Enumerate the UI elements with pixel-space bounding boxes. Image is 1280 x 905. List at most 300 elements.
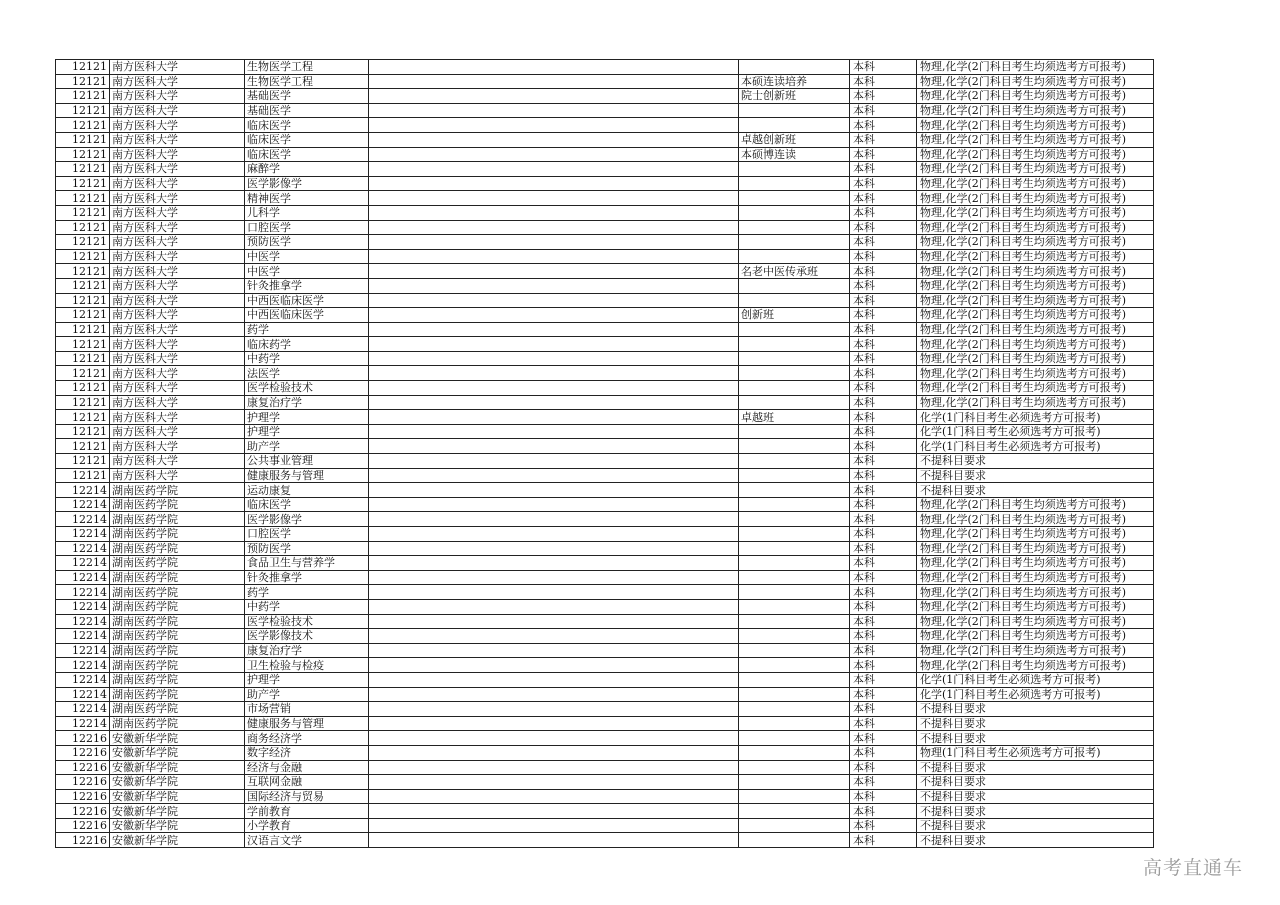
- subject-requirement-cell: 物理,化学(2门科目考生均须选考方可报考): [917, 118, 1154, 133]
- school-code-cell: 12121: [56, 162, 110, 177]
- program-type-cell: [739, 599, 850, 614]
- table-row: [56, 570, 1154, 585]
- school-code-cell: 12214: [56, 716, 110, 731]
- school-code-cell: 12121: [56, 468, 110, 483]
- table-row: [56, 191, 1154, 206]
- school-code-cell: 12121: [56, 220, 110, 235]
- school-code-cell: 12121: [56, 395, 110, 410]
- subject-requirement-cell: 物理,化学(2门科目考生均须选考方可报考): [917, 176, 1154, 191]
- level-cell: 本科: [850, 570, 917, 585]
- program-type-cell: [739, 249, 850, 264]
- table-row: [56, 264, 1154, 279]
- program-type-cell: [739, 322, 850, 337]
- school-name-cell: 南方医科大学: [110, 424, 245, 439]
- subject-requirement-cell: 物理,化学(2门科目考生均须选考方可报考): [917, 147, 1154, 162]
- level-cell: 本科: [850, 89, 917, 104]
- program-type-cell: 本硕连读培养: [739, 74, 850, 89]
- notes-cell: [369, 249, 739, 264]
- school-code-cell: 12214: [56, 614, 110, 629]
- major-name-cell: 临床医学: [245, 118, 369, 133]
- table-row: [56, 556, 1154, 571]
- table-row: [56, 775, 1154, 790]
- major-name-cell: 汉语言文学: [245, 833, 369, 848]
- level-cell: 本科: [850, 278, 917, 293]
- major-name-cell: 公共事业管理: [245, 454, 369, 469]
- notes-cell: [369, 731, 739, 746]
- level-cell: 本科: [850, 687, 917, 702]
- level-cell: 本科: [850, 541, 917, 556]
- table-row: [56, 162, 1154, 177]
- level-cell: 本科: [850, 176, 917, 191]
- major-name-cell: 经济与金融: [245, 760, 369, 775]
- notes-cell: [369, 745, 739, 760]
- subject-requirement-cell: 化学(1门科目考生必须选考方可报考): [917, 439, 1154, 454]
- notes-cell: [369, 366, 739, 381]
- level-cell: 本科: [850, 381, 917, 396]
- level-cell: 本科: [850, 147, 917, 162]
- table-row: [56, 74, 1154, 89]
- program-type-cell: 本硕博连读: [739, 147, 850, 162]
- program-type-cell: [739, 614, 850, 629]
- school-code-cell: 12121: [56, 454, 110, 469]
- level-cell: 本科: [850, 322, 917, 337]
- program-type-cell: [739, 381, 850, 396]
- school-code-cell: 12121: [56, 366, 110, 381]
- school-code-cell: 12121: [56, 410, 110, 425]
- major-name-cell: 口腔医学: [245, 527, 369, 542]
- level-cell: 本科: [850, 308, 917, 323]
- school-name-cell: 南方医科大学: [110, 235, 245, 250]
- school-name-cell: 南方医科大学: [110, 132, 245, 147]
- school-code-cell: 12214: [56, 497, 110, 512]
- table-row: [56, 804, 1154, 819]
- school-name-cell: 湖南医药学院: [110, 702, 245, 717]
- program-type-cell: [739, 672, 850, 687]
- level-cell: 本科: [850, 366, 917, 381]
- school-name-cell: 南方医科大学: [110, 220, 245, 235]
- program-type-cell: [739, 702, 850, 717]
- table-row: [56, 731, 1154, 746]
- notes-cell: [369, 176, 739, 191]
- table-row: [56, 410, 1154, 425]
- level-cell: 本科: [850, 468, 917, 483]
- school-code-cell: 12216: [56, 760, 110, 775]
- school-name-cell: 安徽新华学院: [110, 775, 245, 790]
- table-row: [56, 89, 1154, 104]
- school-code-cell: 12216: [56, 818, 110, 833]
- subject-requirement-cell: 物理,化学(2门科目考生均须选考方可报考): [917, 614, 1154, 629]
- level-cell: 本科: [850, 745, 917, 760]
- subject-requirement-cell: 物理,化学(2门科目考生均须选考方可报考): [917, 541, 1154, 556]
- school-name-cell: 安徽新华学院: [110, 731, 245, 746]
- notes-cell: [369, 483, 739, 498]
- major-name-cell: 运动康复: [245, 483, 369, 498]
- major-name-cell: 中药学: [245, 351, 369, 366]
- major-name-cell: 药学: [245, 585, 369, 600]
- school-name-cell: 南方医科大学: [110, 293, 245, 308]
- school-name-cell: 安徽新华学院: [110, 745, 245, 760]
- school-code-cell: 12214: [56, 483, 110, 498]
- school-code-cell: 12214: [56, 570, 110, 585]
- level-cell: 本科: [850, 439, 917, 454]
- table-row: [56, 497, 1154, 512]
- major-name-cell: 预防医学: [245, 541, 369, 556]
- major-name-cell: 互联网金融: [245, 775, 369, 790]
- program-type-cell: [739, 833, 850, 848]
- notes-cell: [369, 556, 739, 571]
- subject-requirement-cell: 不提科目要求: [917, 702, 1154, 717]
- major-name-cell: 小学教育: [245, 818, 369, 833]
- program-type-cell: [739, 424, 850, 439]
- major-name-cell: 中医学: [245, 264, 369, 279]
- notes-cell: [369, 658, 739, 673]
- program-type-cell: [739, 176, 850, 191]
- table-row: [56, 468, 1154, 483]
- subject-requirement-cell: 物理,化学(2门科目考生均须选考方可报考): [917, 512, 1154, 527]
- program-type-cell: [739, 585, 850, 600]
- subject-requirement-cell: 物理(1门科目考生必须选考方可报考): [917, 745, 1154, 760]
- table-row: [56, 176, 1154, 191]
- school-code-cell: 12121: [56, 205, 110, 220]
- table-row: [56, 789, 1154, 804]
- major-name-cell: 中药学: [245, 599, 369, 614]
- major-name-cell: 针灸推拿学: [245, 570, 369, 585]
- level-cell: 本科: [850, 818, 917, 833]
- level-cell: 本科: [850, 264, 917, 279]
- major-name-cell: 口腔医学: [245, 220, 369, 235]
- notes-cell: [369, 672, 739, 687]
- table-row: [56, 541, 1154, 556]
- table-row: [56, 629, 1154, 644]
- major-name-cell: 法医学: [245, 366, 369, 381]
- school-code-cell: 12214: [56, 599, 110, 614]
- table-row: [56, 351, 1154, 366]
- program-type-cell: [739, 629, 850, 644]
- level-cell: 本科: [850, 497, 917, 512]
- subject-requirement-cell: 物理,化学(2门科目考生均须选考方可报考): [917, 629, 1154, 644]
- school-code-cell: 12121: [56, 89, 110, 104]
- school-name-cell: 湖南医药学院: [110, 643, 245, 658]
- school-code-cell: 12121: [56, 439, 110, 454]
- subject-requirement-cell: 物理,化学(2门科目考生均须选考方可报考): [917, 570, 1154, 585]
- program-type-cell: [739, 60, 850, 75]
- subject-requirement-cell: 物理,化学(2门科目考生均须选考方可报考): [917, 497, 1154, 512]
- program-type-cell: [739, 527, 850, 542]
- subject-requirement-cell: 不提科目要求: [917, 716, 1154, 731]
- subject-requirement-cell: 物理,化学(2门科目考生均须选考方可报考): [917, 556, 1154, 571]
- school-name-cell: 南方医科大学: [110, 381, 245, 396]
- notes-cell: [369, 760, 739, 775]
- notes-cell: [369, 804, 739, 819]
- school-name-cell: 南方医科大学: [110, 89, 245, 104]
- school-name-cell: 南方医科大学: [110, 308, 245, 323]
- school-name-cell: 南方医科大学: [110, 337, 245, 352]
- table-row: [56, 702, 1154, 717]
- program-type-cell: [739, 570, 850, 585]
- school-code-cell: 12121: [56, 191, 110, 206]
- school-name-cell: 湖南医药学院: [110, 512, 245, 527]
- program-type-cell: [739, 775, 850, 790]
- program-type-cell: [739, 395, 850, 410]
- table-row: [56, 672, 1154, 687]
- table-row: [56, 381, 1154, 396]
- notes-cell: [369, 512, 739, 527]
- table-row: [56, 220, 1154, 235]
- major-name-cell: 针灸推拿学: [245, 278, 369, 293]
- program-type-cell: [739, 818, 850, 833]
- program-type-cell: [739, 556, 850, 571]
- school-name-cell: 南方医科大学: [110, 249, 245, 264]
- school-code-cell: 12216: [56, 789, 110, 804]
- program-type-cell: [739, 293, 850, 308]
- subject-requirement-cell: 物理,化学(2门科目考生均须选考方可报考): [917, 249, 1154, 264]
- school-name-cell: 南方医科大学: [110, 351, 245, 366]
- major-name-cell: 精神医学: [245, 191, 369, 206]
- school-name-cell: 南方医科大学: [110, 147, 245, 162]
- level-cell: 本科: [850, 351, 917, 366]
- school-name-cell: 南方医科大学: [110, 60, 245, 75]
- table-row: [56, 512, 1154, 527]
- notes-cell: [369, 497, 739, 512]
- subject-requirement-cell: 物理,化学(2门科目考生均须选考方可报考): [917, 337, 1154, 352]
- level-cell: 本科: [850, 643, 917, 658]
- school-code-cell: 12121: [56, 103, 110, 118]
- level-cell: 本科: [850, 760, 917, 775]
- level-cell: 本科: [850, 556, 917, 571]
- school-name-cell: 南方医科大学: [110, 395, 245, 410]
- level-cell: 本科: [850, 629, 917, 644]
- school-code-cell: 12214: [56, 687, 110, 702]
- table-row: [56, 337, 1154, 352]
- subject-requirement-cell: 不提科目要求: [917, 454, 1154, 469]
- subject-requirement-cell: 物理,化学(2门科目考生均须选考方可报考): [917, 220, 1154, 235]
- school-name-cell: 湖南医药学院: [110, 483, 245, 498]
- level-cell: 本科: [850, 191, 917, 206]
- notes-cell: [369, 629, 739, 644]
- table-row: [56, 249, 1154, 264]
- program-type-cell: [739, 512, 850, 527]
- school-code-cell: 12216: [56, 731, 110, 746]
- subject-requirement-cell: 不提科目要求: [917, 483, 1154, 498]
- table-row: [56, 366, 1154, 381]
- notes-cell: [369, 74, 739, 89]
- major-name-cell: 中西医临床医学: [245, 308, 369, 323]
- school-name-cell: 南方医科大学: [110, 454, 245, 469]
- program-type-cell: [739, 118, 850, 133]
- school-name-cell: 安徽新华学院: [110, 804, 245, 819]
- level-cell: 本科: [850, 614, 917, 629]
- program-type-cell: 院士创新班: [739, 89, 850, 104]
- school-name-cell: 南方医科大学: [110, 439, 245, 454]
- major-name-cell: 生物医学工程: [245, 74, 369, 89]
- school-name-cell: 南方医科大学: [110, 366, 245, 381]
- level-cell: 本科: [850, 60, 917, 75]
- level-cell: 本科: [850, 74, 917, 89]
- notes-cell: [369, 278, 739, 293]
- level-cell: 本科: [850, 702, 917, 717]
- level-cell: 本科: [850, 658, 917, 673]
- school-name-cell: 南方医科大学: [110, 74, 245, 89]
- school-code-cell: 12214: [56, 512, 110, 527]
- level-cell: 本科: [850, 410, 917, 425]
- table-body: [56, 60, 1154, 848]
- program-type-cell: [739, 439, 850, 454]
- level-cell: 本科: [850, 454, 917, 469]
- school-code-cell: 12121: [56, 60, 110, 75]
- school-name-cell: 南方医科大学: [110, 176, 245, 191]
- subject-requirement-cell: 化学(1门科目考生必须选考方可报考): [917, 687, 1154, 702]
- school-code-cell: 12121: [56, 351, 110, 366]
- watermark-text: 高考直通车: [1143, 857, 1244, 879]
- school-name-cell: 南方医科大学: [110, 468, 245, 483]
- table-row: [56, 205, 1154, 220]
- notes-cell: [369, 424, 739, 439]
- school-code-cell: 12214: [56, 541, 110, 556]
- program-type-cell: [739, 220, 850, 235]
- school-code-cell: 12121: [56, 322, 110, 337]
- major-name-cell: 麻醉学: [245, 162, 369, 177]
- program-type-cell: [739, 454, 850, 469]
- notes-cell: [369, 599, 739, 614]
- school-name-cell: 南方医科大学: [110, 205, 245, 220]
- level-cell: 本科: [850, 483, 917, 498]
- table-row: [56, 395, 1154, 410]
- subject-requirement-cell: 化学(1门科目考生必须选考方可报考): [917, 410, 1154, 425]
- table-row: [56, 60, 1154, 75]
- subject-requirement-cell: 物理,化学(2门科目考生均须选考方可报考): [917, 235, 1154, 250]
- level-cell: 本科: [850, 103, 917, 118]
- school-code-cell: 12121: [56, 308, 110, 323]
- major-name-cell: 临床医学: [245, 147, 369, 162]
- subject-requirement-cell: 物理,化学(2门科目考生均须选考方可报考): [917, 264, 1154, 279]
- school-code-cell: 12214: [56, 658, 110, 673]
- school-code-cell: 12214: [56, 643, 110, 658]
- major-name-cell: 健康服务与管理: [245, 468, 369, 483]
- subject-requirement-cell: 物理,化学(2门科目考生均须选考方可报考): [917, 658, 1154, 673]
- program-type-cell: [739, 103, 850, 118]
- school-code-cell: 12121: [56, 235, 110, 250]
- enrollment-table: [55, 59, 1154, 848]
- major-name-cell: 护理学: [245, 410, 369, 425]
- notes-cell: [369, 381, 739, 396]
- notes-cell: [369, 541, 739, 556]
- school-code-cell: 12214: [56, 585, 110, 600]
- school-code-cell: 12121: [56, 132, 110, 147]
- level-cell: 本科: [850, 789, 917, 804]
- subject-requirement-cell: 物理,化学(2门科目考生均须选考方可报考): [917, 381, 1154, 396]
- school-name-cell: 湖南医药学院: [110, 716, 245, 731]
- level-cell: 本科: [850, 599, 917, 614]
- notes-cell: [369, 162, 739, 177]
- level-cell: 本科: [850, 804, 917, 819]
- notes-cell: [369, 308, 739, 323]
- notes-cell: [369, 191, 739, 206]
- school-name-cell: 安徽新华学院: [110, 818, 245, 833]
- table-row: [56, 716, 1154, 731]
- major-name-cell: 中医学: [245, 249, 369, 264]
- program-type-cell: [739, 804, 850, 819]
- level-cell: 本科: [850, 205, 917, 220]
- school-code-cell: 12121: [56, 176, 110, 191]
- program-type-cell: 名老中医传承班: [739, 264, 850, 279]
- table-row: [56, 745, 1154, 760]
- school-name-cell: 湖南医药学院: [110, 629, 245, 644]
- school-code-cell: 12214: [56, 527, 110, 542]
- notes-cell: [369, 585, 739, 600]
- notes-cell: [369, 89, 739, 104]
- level-cell: 本科: [850, 731, 917, 746]
- subject-requirement-cell: 物理,化学(2门科目考生均须选考方可报考): [917, 60, 1154, 75]
- subject-requirement-cell: 物理,化学(2门科目考生均须选考方可报考): [917, 308, 1154, 323]
- program-type-cell: [739, 278, 850, 293]
- school-code-cell: 12216: [56, 745, 110, 760]
- notes-cell: [369, 205, 739, 220]
- school-name-cell: 湖南医药学院: [110, 658, 245, 673]
- school-name-cell: 南方医科大学: [110, 118, 245, 133]
- school-code-cell: 12214: [56, 629, 110, 644]
- major-name-cell: 医学影像技术: [245, 629, 369, 644]
- major-name-cell: 助产学: [245, 687, 369, 702]
- major-name-cell: 临床药学: [245, 337, 369, 352]
- subject-requirement-cell: 物理,化学(2门科目考生均须选考方可报考): [917, 132, 1154, 147]
- notes-cell: [369, 789, 739, 804]
- notes-cell: [369, 439, 739, 454]
- table-row: [56, 118, 1154, 133]
- subject-requirement-cell: 物理,化学(2门科目考生均须选考方可报考): [917, 351, 1154, 366]
- subject-requirement-cell: 化学(1门科目考生必须选考方可报考): [917, 672, 1154, 687]
- subject-requirement-cell: 物理,化学(2门科目考生均须选考方可报考): [917, 366, 1154, 381]
- program-type-cell: [739, 789, 850, 804]
- level-cell: 本科: [850, 672, 917, 687]
- school-code-cell: 12121: [56, 249, 110, 264]
- school-name-cell: 湖南医药学院: [110, 672, 245, 687]
- level-cell: 本科: [850, 585, 917, 600]
- program-type-cell: [739, 731, 850, 746]
- school-name-cell: 湖南医药学院: [110, 527, 245, 542]
- notes-cell: [369, 527, 739, 542]
- program-type-cell: [739, 643, 850, 658]
- school-code-cell: 12121: [56, 147, 110, 162]
- level-cell: 本科: [850, 132, 917, 147]
- school-code-cell: 12121: [56, 337, 110, 352]
- major-name-cell: 国际经济与贸易: [245, 789, 369, 804]
- notes-cell: [369, 570, 739, 585]
- school-name-cell: 南方医科大学: [110, 264, 245, 279]
- subject-requirement-cell: 物理,化学(2门科目考生均须选考方可报考): [917, 191, 1154, 206]
- table-row: [56, 527, 1154, 542]
- major-name-cell: 商务经济学: [245, 731, 369, 746]
- notes-cell: [369, 147, 739, 162]
- school-name-cell: 湖南医药学院: [110, 614, 245, 629]
- table-row: [56, 322, 1154, 337]
- table-row: [56, 614, 1154, 629]
- major-name-cell: 医学影像学: [245, 176, 369, 191]
- notes-cell: [369, 220, 739, 235]
- notes-cell: [369, 702, 739, 717]
- program-type-cell: [739, 483, 850, 498]
- table-row: [56, 439, 1154, 454]
- school-name-cell: 南方医科大学: [110, 191, 245, 206]
- notes-cell: [369, 775, 739, 790]
- school-name-cell: 安徽新华学院: [110, 789, 245, 804]
- notes-cell: [369, 716, 739, 731]
- notes-cell: [369, 293, 739, 308]
- school-code-cell: 12121: [56, 264, 110, 279]
- program-type-cell: [739, 745, 850, 760]
- table-row: [56, 585, 1154, 600]
- subject-requirement-cell: 物理,化学(2门科目考生均须选考方可报考): [917, 74, 1154, 89]
- major-name-cell: 基础医学: [245, 89, 369, 104]
